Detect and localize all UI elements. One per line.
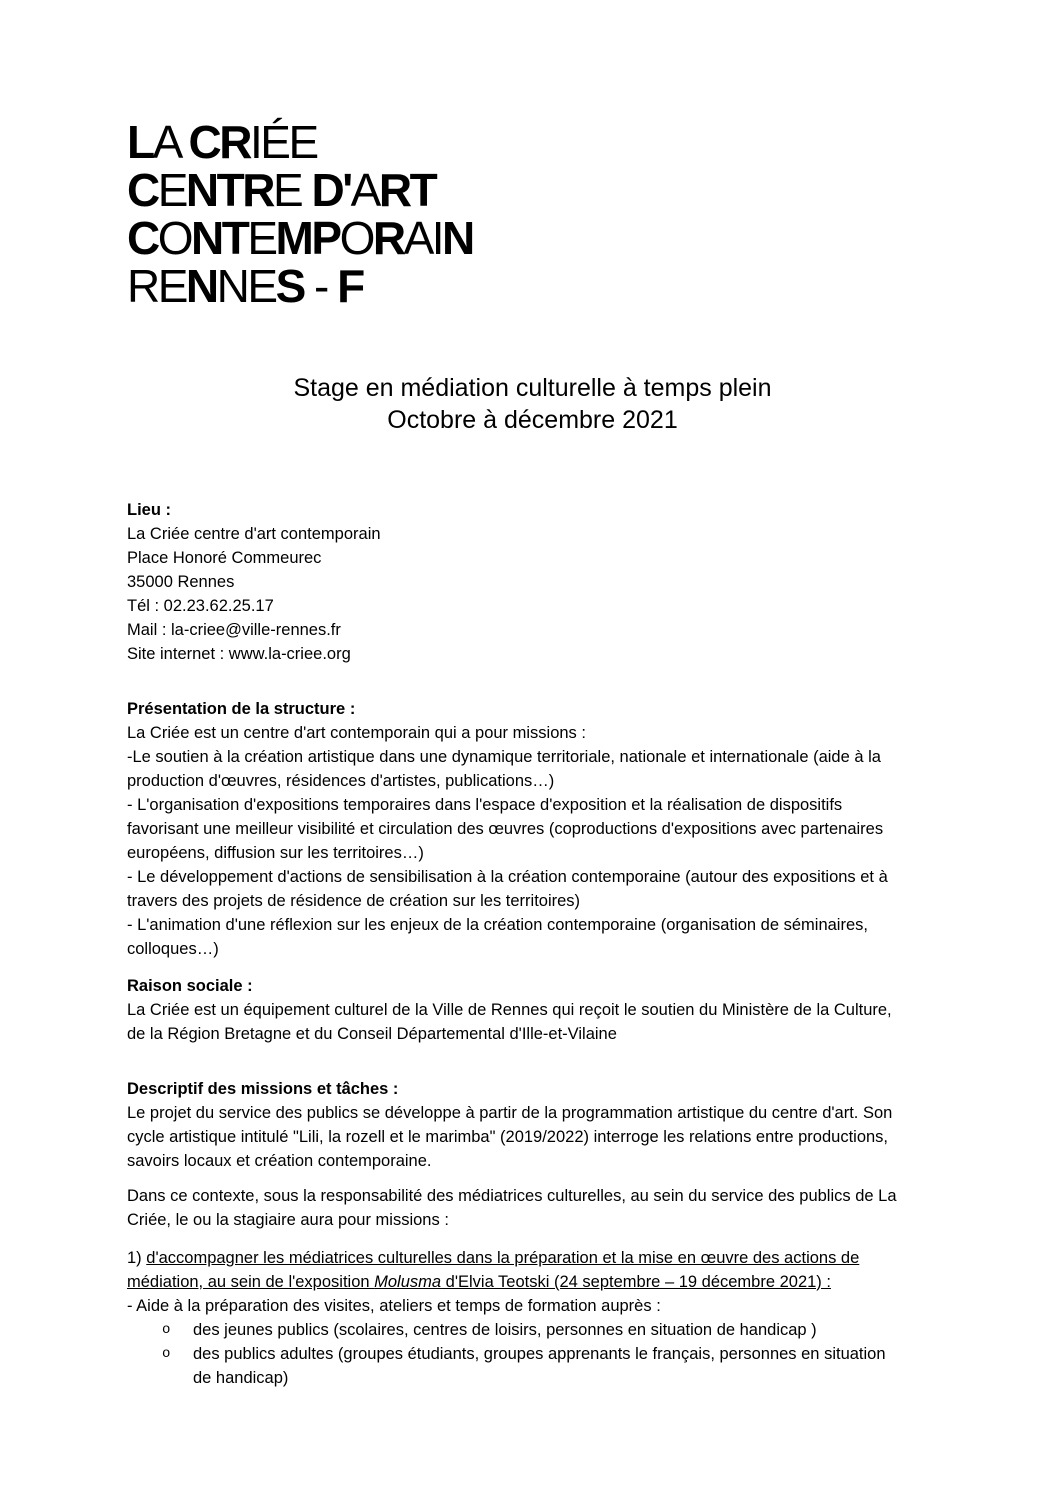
logo-letter: E xyxy=(157,260,186,312)
logo-line xyxy=(127,118,938,166)
text-line: La Criée est un centre d'art contemporain qui a pour missions : xyxy=(127,724,586,742)
text-line: savoirs locaux et création contemporaine. xyxy=(127,1152,432,1170)
section-presentation xyxy=(127,697,938,961)
mission-1-underlined-text: d'accompagner les médiatrices culturelles dans la préparation et la mise en œuvre des actions de xyxy=(146,1249,860,1267)
logo-letter: N xyxy=(216,260,248,312)
section-descriptif xyxy=(127,1077,938,1390)
logo-letter xyxy=(304,260,314,312)
text-line: La Criée est un équipement culturel de la Ville de Rennes qui reçoit le soutien du Ministère de la Culture, xyxy=(127,1001,892,1019)
bullet-marker-icon: o xyxy=(162,1322,171,1338)
logo-line xyxy=(127,262,938,310)
logo-letter: E xyxy=(288,116,317,168)
logo-letter: R xyxy=(378,164,410,216)
logo-letter: R xyxy=(372,212,404,264)
logo-letter: R xyxy=(242,164,273,216)
logo-letter xyxy=(327,260,337,312)
logo-letter xyxy=(301,164,311,216)
raison-heading: Raison sociale : xyxy=(127,977,253,995)
text-line: - L'organisation d'expositions temporaires dans l'espace d'exposition et la réalisation de dispositifs xyxy=(127,796,843,814)
mission-1-line-2 xyxy=(127,1270,938,1294)
raison-lines xyxy=(127,998,938,1046)
logo-letter: T xyxy=(409,164,436,216)
logo-letter: A xyxy=(152,116,179,168)
text-line: favorisant une meilleur visibilité et circulation des œuvres (coproductions d'expositions avec partenaires xyxy=(127,820,884,838)
logo-letter: ' xyxy=(342,164,351,216)
logo-letter: N xyxy=(185,260,217,312)
logo-letter: T xyxy=(221,212,248,264)
lieu-heading: Lieu : xyxy=(127,501,171,519)
logo-line xyxy=(127,166,938,214)
text-line: - Le développement d'actions de sensibilisation à la création contemporaine (autour des expositions et à xyxy=(127,868,888,886)
logo-letter: O xyxy=(157,212,192,264)
text-line: colloques…) xyxy=(127,940,219,958)
logo-letter: O xyxy=(339,212,373,264)
logo-letter: D xyxy=(311,164,343,216)
aide-line: - Aide à la préparation des visites, ateliers et temps de formation auprès : xyxy=(127,1297,661,1315)
logo-letter: E xyxy=(247,212,276,264)
logo-letter: S xyxy=(275,260,304,312)
mission-1-underlined-text-2: médiation, au sein de l'exposition xyxy=(127,1273,375,1291)
context-paragraph xyxy=(127,1184,938,1232)
logo-letter: T xyxy=(216,164,243,216)
bullet-text xyxy=(193,1318,938,1342)
text-line: travers des projets de résidence de création sur les territoires) xyxy=(127,892,581,910)
mission-1-line-1 xyxy=(127,1246,938,1270)
lieu-lines xyxy=(127,522,938,666)
logo-letter: F xyxy=(337,260,363,312)
descriptif-lines xyxy=(127,1101,938,1173)
logo-letter: M xyxy=(275,212,312,264)
bullet-marker-icon: o xyxy=(162,1346,171,1362)
text-line: de la Région Bretagne et du Conseil Départemental d'Ille-et-Vilaine xyxy=(127,1025,617,1043)
text-line: -Le soutien à la création artistique dans une dynamique territoriale, nationale et internationale (aide à la xyxy=(127,748,881,766)
logo-letter: L xyxy=(127,116,153,168)
section-lieu xyxy=(127,498,938,666)
text-line: cycle artistique intitulé "Lili, la rozell et le marimba" (2019/2022) interroge les relations entre productions, xyxy=(127,1128,889,1146)
title-line-1: Stage en médiation culturelle à temps plein xyxy=(293,374,772,402)
mission-1-underlined-text-3: d'Elvia Teotski (24 septembre – 19 décembre 2021) : xyxy=(441,1273,831,1291)
logo-letter: C xyxy=(127,164,158,216)
logo-letter xyxy=(178,116,188,168)
logo-letter: E xyxy=(273,164,302,216)
logo-letter: P xyxy=(311,212,340,264)
logo-letter: N xyxy=(191,212,222,264)
logo-line xyxy=(127,214,938,262)
mission-1-heading xyxy=(127,1246,938,1294)
logo-letter: A xyxy=(350,164,379,216)
logo-letter: E xyxy=(157,164,186,216)
text-line: des publics adultes (groupes étudiants, groupes apprenants le français, personnes en situation xyxy=(193,1345,886,1363)
presentation-heading: Présentation de la structure : xyxy=(127,700,356,718)
logo-letter: N xyxy=(442,212,473,264)
descriptif-heading: Descriptif des missions et tâches : xyxy=(127,1080,399,1098)
document-title xyxy=(127,372,938,436)
exhibition-title: Molusma xyxy=(374,1273,442,1291)
section-raison xyxy=(127,974,938,1046)
bullet-item xyxy=(127,1342,938,1390)
logo-letter: R xyxy=(127,260,158,312)
text-line: production d'œuvres, résidences d'artistes, publications…) xyxy=(127,772,555,790)
text-line: Place Honoré Commeurec xyxy=(127,549,322,567)
logo xyxy=(127,118,938,310)
text-line: Criée, le ou la stagiaire aura pour missions : xyxy=(127,1211,449,1229)
bullet-item xyxy=(127,1318,938,1342)
logo-letter: E xyxy=(247,260,276,312)
mission-1-number: 1) xyxy=(127,1249,147,1267)
bullet-text xyxy=(193,1342,938,1390)
text-line: des jeunes publics (scolaires, centres de loisirs, personnes en situation de handicap ) xyxy=(193,1321,817,1339)
text-line: 35000 Rennes xyxy=(127,573,235,591)
title-line-2: Octobre à décembre 2021 xyxy=(387,406,678,434)
text-line: - L'animation d'une réflexion sur les enjeux de la création contemporaine (organisation de séminaires, xyxy=(127,916,868,934)
text-line: Site internet : www.la-criee.org xyxy=(127,645,351,663)
logo-letter: C xyxy=(127,212,158,264)
text-line: Mail : la-criee@ville-rennes.fr xyxy=(127,621,341,639)
text-line: Le projet du service des publics se développe à partir de la programmation artistique du centre d'art. Son xyxy=(127,1104,893,1122)
presentation-lines xyxy=(127,721,938,961)
document-content xyxy=(0,118,1058,1390)
logo-letter: I xyxy=(250,116,261,168)
logo-letter: N xyxy=(185,164,217,216)
text-line: Dans ce contexte, sous la responsabilité des médiatrices culturelles, au sein du service des publics de La xyxy=(127,1187,897,1205)
text-line: de handicap) xyxy=(193,1369,289,1387)
logo-letter: A xyxy=(403,212,432,264)
logo-letter: C xyxy=(188,116,220,168)
logo-letter: I xyxy=(431,212,443,264)
text-line: Tél : 02.23.62.25.17 xyxy=(127,597,274,615)
logo-letter: É xyxy=(260,116,289,168)
text-line: européens, diffusion sur les territoires…) xyxy=(127,844,424,862)
logo-letter: R xyxy=(219,116,251,168)
logo-letter: - xyxy=(314,260,327,312)
text-line: La Criée centre d'art contemporain xyxy=(127,525,381,543)
